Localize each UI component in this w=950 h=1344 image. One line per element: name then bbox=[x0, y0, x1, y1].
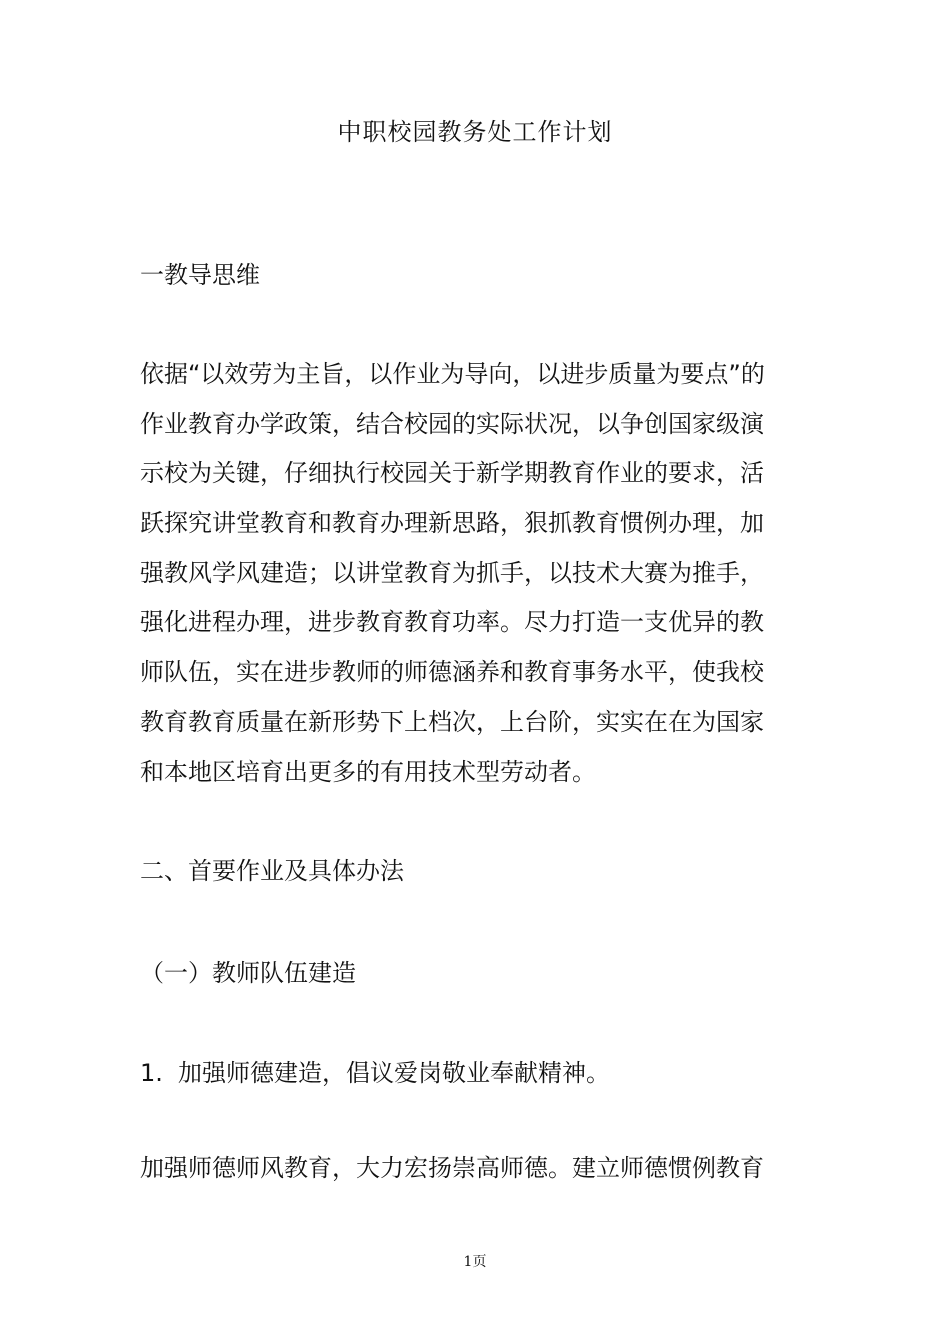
section-heading-2: 二、首要作业及具体办法 bbox=[140, 857, 404, 885]
paragraph-line: 作业教育办学政策，结合校园的实际状况，以争创国家级演 bbox=[140, 409, 764, 438]
subsection-heading-1: （一）教师队伍建造 bbox=[140, 959, 356, 987]
list-item-number: 1. bbox=[140, 1059, 163, 1087]
paragraph-line: 强化进程办理，进步教育教育功率。尽力打造一支优异的教 bbox=[140, 608, 764, 637]
document-title: 中职校园教务处工作计划 bbox=[337, 118, 613, 146]
list-item-text: 加强师德建造，倡议爱岗敬业奉献精神。 bbox=[178, 1059, 610, 1087]
paragraph-line: 跃探究讲堂教育和教育办理新思路，狠抓教育惯例办理，加 bbox=[140, 509, 764, 538]
paragraph-line: 示校为关键，仔细执行校园关于新学期教育作业的要求，活 bbox=[140, 459, 764, 488]
paragraph-line: 师队伍，实在进步教师的师德涵养和教育事务水平，使我校 bbox=[140, 658, 764, 687]
paragraph-line: 教育教育质量在新形势下上档次，上台阶，实实在在为国家 bbox=[140, 707, 764, 736]
paragraph-line: 和本地区培育出更多的有用技术型劳动者。 bbox=[140, 757, 596, 786]
item1-paragraph-line: 加强师德师风教育，大力宏扬崇高师德。建立师德惯例教育 bbox=[140, 1154, 764, 1182]
section-heading-1: 一教导思维 bbox=[140, 261, 260, 289]
paragraph-line: 强教风学风建造；以讲堂教育为抓手，以技术大赛为推手， bbox=[140, 558, 764, 587]
paragraph-line: 依据“以效劳为主旨，以作业为导向，以进步质量为要点”的 bbox=[140, 360, 765, 388]
list-item-1 bbox=[140, 1053, 610, 1093]
page-number: 1页 bbox=[463, 1254, 487, 1270]
section1-paragraph bbox=[140, 350, 812, 797]
